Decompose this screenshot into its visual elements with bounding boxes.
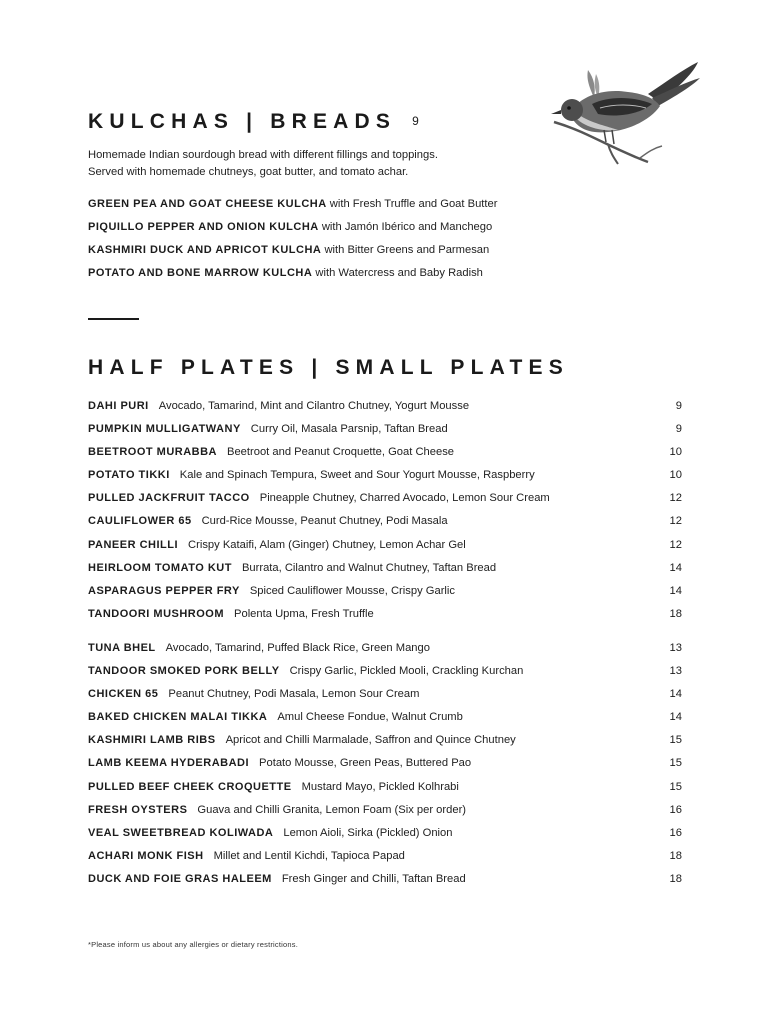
item-price: 18 [669,607,682,620]
allergy-footnote: *Please inform us about any allergies or dietary restrictions. [88,940,298,949]
item-name: PULLED JACKFRUIT TACCO [88,492,250,505]
plates-group-2 [88,642,682,896]
item-desc: Lemon Aioli, Sirka (Pickled) Onion [283,826,453,839]
item-price: 13 [669,665,682,678]
item-name: FRESH OYSTERS [88,803,188,816]
item-desc: Spiced Cauliflower Mousse, Crispy Garlic [249,584,455,597]
item-name: DUCK AND FOIE GRAS HALEEM [88,872,272,885]
item-price: 18 [669,849,682,862]
menu-item [88,688,682,711]
item-name: VEAL SWEETBREAD KOLIWADA [88,826,274,839]
item-name: CAULIFLOWER 65 [88,515,192,528]
item-price: 10 [669,469,682,482]
item-price: 15 [669,780,682,793]
breads-price: 9 [412,114,419,128]
plates-heading: HALF PLATES | SMALL PLATES [88,356,569,379]
menu-item [88,850,682,873]
item-desc: Polenta Upma, Fresh Truffle [234,607,374,620]
item-name: ASPARAGUS PEPPER FRY [88,584,240,597]
item-name: POTATO AND BONE MARROW KULCHA [88,267,313,279]
item-desc: Pineapple Chutney, Charred Avocado, Lemon Sour Cream [259,492,550,505]
item-price: 15 [669,734,682,747]
menu-item [88,585,682,608]
item-name: HEIRLOOM TOMATO KUT [88,561,232,574]
item-price: 14 [669,688,682,701]
item-name: PUMPKIN MULLIGATWANY [88,423,241,436]
item-name: ACHARI MONK FISH [88,849,204,862]
item-desc: with Fresh Truffle and Goat Butter [329,198,498,210]
item-name: TANDOORI MUSHROOM [88,607,225,620]
kulcha-list [88,198,497,290]
item-desc: Avocado, Tamarind, Mint and Cilantro Chutney, Yogurt Mousse [158,400,470,412]
item-name: POTATO TIKKI [88,469,170,482]
item-price: 14 [669,711,682,724]
item-desc: Burrata, Cilantro and Walnut Chutney, Taftan Bread [241,561,497,574]
breads-intro [88,147,438,181]
breads-title: KULCHAS | BREADS [88,110,397,133]
item-desc: Mustard Mayo, Pickled Kolhrabi [301,780,459,793]
kulcha-item [88,198,497,221]
item-desc: Curry Oil, Masala Parsnip, Taftan Bread [250,423,448,436]
item-price: 15 [669,757,682,770]
item-desc: Apricot and Chilli Marmalade, Saffron and Quince Chutney [225,734,516,747]
item-price: 14 [669,561,682,574]
kulcha-item [88,221,497,244]
item-price: 12 [669,515,682,528]
breads-heading [88,110,419,134]
menu-item [88,711,682,734]
item-desc: Potato Mousse, Green Peas, Buttered Pao [259,757,472,770]
item-desc: Millet and Lentil Kichdi, Tapioca Papad [213,849,405,862]
item-price: 14 [669,584,682,597]
menu-item [88,539,682,562]
item-name: BAKED CHICKEN MALAI TIKKA [88,711,268,724]
item-name: DAHI PURI [88,400,149,412]
item-desc: Peanut Chutney, Podi Masala, Lemon Sour Cream [168,688,420,701]
menu-item [88,757,682,780]
item-name: CHICKEN 65 [88,688,159,701]
bird-illustration-icon [548,52,702,170]
item-name: PIQUILLO PEPPER AND ONION KULCHA [88,221,319,233]
plates-group-1 [88,400,682,631]
menu-item [88,469,682,492]
item-price: 9 [675,400,682,412]
item-desc: Crispy Kataifi, Alam (Ginger) Chutney, Lemon Achar Gel [188,538,466,551]
item-price: 18 [669,872,682,885]
menu-item [88,781,682,804]
menu-item [88,608,682,631]
item-price: 16 [669,826,682,839]
menu-item [88,515,682,538]
menu-item [88,804,682,827]
item-price: 10 [669,446,682,459]
menu-item [88,446,682,469]
menu-item [88,492,682,515]
item-desc: Amul Cheese Fondue, Walnut Crumb [277,711,463,724]
item-name: PANEER CHILLI [88,538,179,551]
item-desc: with Bitter Greens and Parmesan [324,244,490,256]
breads-intro-line-1: Homemade Indian sourdough bread with different fillings and toppings. [88,149,438,161]
item-name: LAMB KEEMA HYDERABADI [88,757,250,770]
menu-item [88,827,682,850]
menu-item [88,734,682,757]
item-name: KASHMIRI DUCK AND APRICOT KULCHA [88,244,322,256]
item-price: 16 [669,803,682,816]
kulcha-item [88,244,497,267]
item-name: PULLED BEEF CHEEK CROQUETTE [88,780,292,793]
item-name: KASHMIRI LAMB RIBS [88,734,216,747]
menu-item [88,873,682,896]
item-price: 12 [669,492,682,505]
kulcha-item [88,267,497,290]
menu-item [88,562,682,585]
menu-item [88,400,682,423]
item-desc: Avocado, Tamarind, Puffed Black Rice, Green Mango [165,642,430,654]
item-desc: with Jamón Ibérico and Manchego [321,221,493,233]
section-divider [88,318,139,320]
menu-item [88,423,682,446]
item-price: 9 [675,423,682,436]
item-desc: Guava and Chilli Granita, Lemon Foam (Six per order) [197,803,467,816]
item-name: TANDOOR SMOKED PORK BELLY [88,665,280,678]
item-desc: Beetroot and Peanut Croquette, Goat Cheese [227,446,455,459]
menu-item [88,665,682,688]
item-desc: Curd-Rice Mousse, Peanut Chutney, Podi Masala [201,515,448,528]
item-price: 13 [669,642,682,654]
menu-item [88,642,682,665]
item-desc: Kale and Spinach Tempura, Sweet and Sour Yogurt Mousse, Raspberry [179,469,535,482]
item-desc: with Watercress and Baby Radish [315,267,483,279]
item-name: BEETROOT MURABBA [88,446,217,459]
item-name: GREEN PEA AND GOAT CHEESE KULCHA [88,198,327,210]
item-name: TUNA BHEL [88,642,156,654]
item-price: 12 [669,538,682,551]
item-desc: Fresh Ginger and Chilli, Taftan Bread [281,872,466,885]
breads-intro-line-2: Served with homemade chutneys, goat butter, and tomato achar. [88,166,409,178]
item-desc: Crispy Garlic, Pickled Mooli, Crackling Kurchan [289,665,524,678]
